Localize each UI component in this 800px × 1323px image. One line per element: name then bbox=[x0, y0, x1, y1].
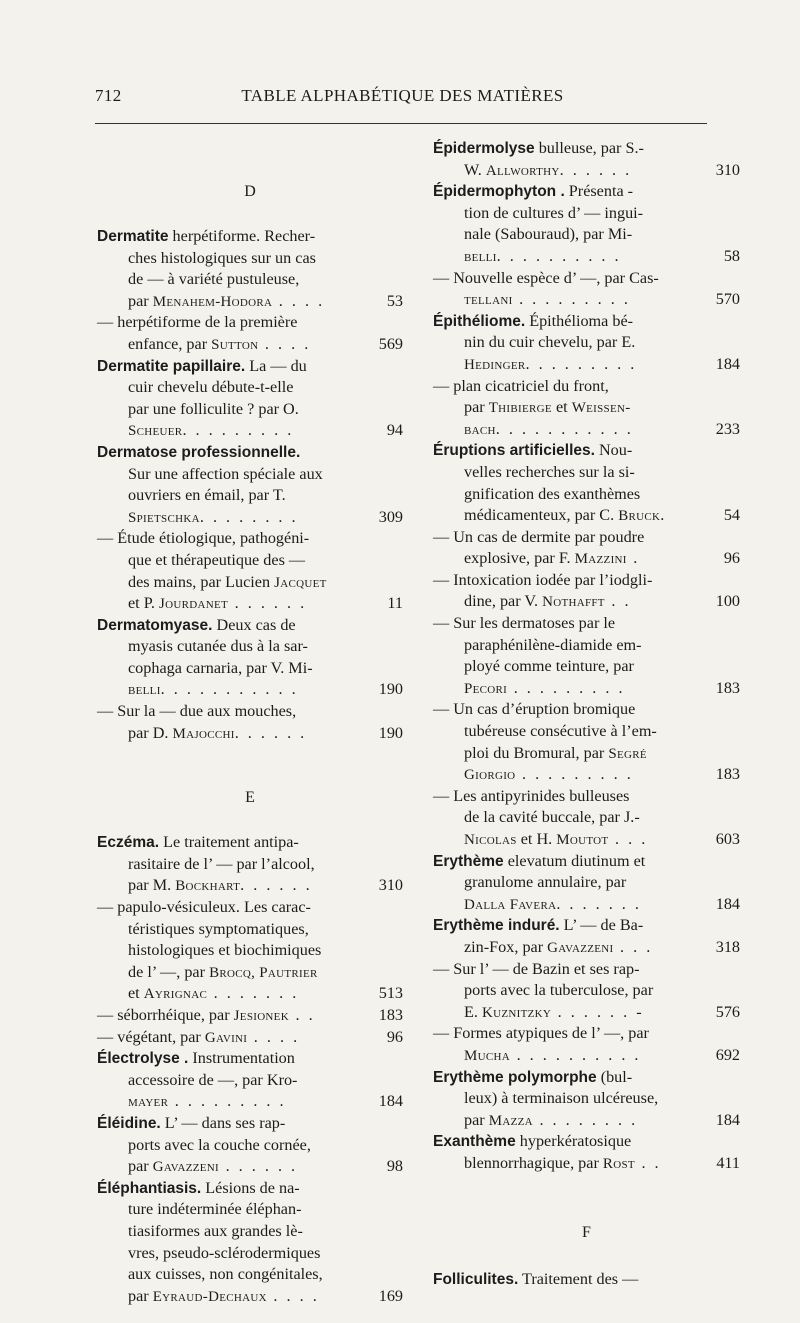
leader-dots: . bbox=[633, 549, 640, 568]
entry-keyword: Épithéliome. bbox=[433, 312, 526, 330]
entry-text: W. bbox=[464, 160, 486, 179]
entry-text: — Intoxication iodée par l’iodgli- bbox=[433, 570, 653, 589]
author-name: Jacquet bbox=[274, 574, 327, 591]
page-ref: 169 bbox=[378, 1286, 403, 1305]
entry-text: par bbox=[128, 291, 153, 310]
author-name: tellani bbox=[464, 292, 513, 309]
entry-text: — plan cicatriciel du front, bbox=[433, 376, 609, 395]
entry-text: Traitement des — bbox=[518, 1269, 639, 1288]
page-ref: 184 bbox=[715, 1110, 740, 1129]
page-ref: 233 bbox=[715, 419, 740, 438]
entry-text: et bbox=[551, 398, 572, 417]
author-name: belli bbox=[128, 682, 161, 699]
entry-text: myasis cutanée dus à la sar- bbox=[128, 637, 308, 656]
author-name: Moutot bbox=[556, 832, 609, 848]
author-name: Kuznitzky bbox=[481, 1004, 552, 1021]
index-entry-exantheme bbox=[433, 1131, 740, 1174]
leader-dots: . . . . . . . . bbox=[199, 507, 299, 526]
page-title: TABLE ALPHABÉTIQUE DES MATIÈRES bbox=[241, 86, 564, 105]
entry-text: enfance, par bbox=[128, 334, 212, 353]
entry-keyword: Dermatite papillaire. bbox=[97, 357, 246, 375]
leader-dots: . . . . . . bbox=[240, 876, 313, 895]
leader-dots: . . . . . . . . . bbox=[521, 765, 634, 784]
index-entry-epidermophyton bbox=[433, 181, 740, 267]
index-entry-eczema bbox=[97, 832, 403, 897]
entry-text: — Sur l’ — de Bazin et ses rap- bbox=[433, 959, 640, 978]
entry-text: Épithélioma bé- bbox=[525, 311, 634, 330]
author-name: Menahem-Hodora bbox=[152, 293, 273, 310]
page-ref: 98 bbox=[386, 1157, 403, 1176]
author-name: Allworthy bbox=[485, 162, 560, 179]
entry-text: Nou- bbox=[594, 441, 633, 460]
index-subentry-formes-atypiques bbox=[433, 1023, 740, 1066]
entry-text: L’ — dans ses rap- bbox=[160, 1113, 286, 1132]
entry-text: Deux cas de bbox=[212, 615, 296, 634]
entry-text: par bbox=[128, 1157, 153, 1176]
entry-text: gnification des exanthèmes bbox=[464, 484, 641, 503]
index-subentry-plan-cicatriciel bbox=[433, 376, 740, 441]
entry-text: ture indéterminée éléphan- bbox=[128, 1200, 302, 1219]
leader-dots: . . . . . . . . . bbox=[174, 1092, 287, 1111]
entry-text: — Un cas d’éruption bromique bbox=[433, 700, 636, 719]
leader-dots: . . . . . . . . . . . bbox=[495, 419, 634, 438]
page-ref: 58 bbox=[723, 246, 740, 265]
index-entry-erytheme-polymorphe bbox=[433, 1067, 740, 1132]
leader-dots: . . . . . . bbox=[234, 594, 307, 613]
entry-text: par D. bbox=[128, 723, 173, 742]
entry-text: Le traitement antipa- bbox=[159, 833, 299, 852]
author-name: Gavazzeni bbox=[152, 1159, 220, 1176]
page-ref: 54 bbox=[723, 506, 740, 525]
index-subentry-dermatoses bbox=[433, 613, 740, 699]
entry-text: accessoire de —, par Kro- bbox=[128, 1070, 298, 1089]
page-number: 712 bbox=[95, 86, 122, 105]
entry-text: dine, par V. bbox=[464, 592, 543, 611]
entry-text: nin du cuir chevelu, par E. bbox=[464, 333, 636, 352]
header-rule bbox=[95, 123, 707, 124]
leader-dots: . . . . . . . bbox=[556, 894, 642, 913]
index-subentry-bromique bbox=[433, 699, 740, 785]
entry-text: par bbox=[464, 398, 489, 417]
index-subentry-nouvelle-espece bbox=[433, 268, 740, 311]
entry-text: — Formes atypiques de l’ —, par bbox=[433, 1024, 649, 1043]
entry-text: bulleuse, par S.- bbox=[534, 139, 644, 157]
entry-keyword: Éléphantiasis. bbox=[97, 1179, 202, 1197]
entry-text: — Nouvelle espèce d’ —, par Cas- bbox=[433, 268, 659, 287]
page-ref: 184 bbox=[715, 894, 740, 913]
entry-text: par M. bbox=[128, 876, 176, 895]
index-entry-eleidine bbox=[97, 1113, 403, 1178]
entry-text: Lésions de na- bbox=[201, 1178, 300, 1197]
entry-text: histologiques et biochimiques bbox=[128, 941, 322, 960]
author-name: Weissen- bbox=[571, 400, 631, 417]
entry-text: L’ — de Ba- bbox=[559, 916, 644, 935]
index-subentry-mouches bbox=[97, 701, 403, 744]
author-name: Jesionek bbox=[233, 1008, 289, 1024]
index-subentry-seborrheique bbox=[97, 1005, 403, 1027]
index-subentry-vegetant bbox=[97, 1027, 403, 1049]
entry-text: Instrumentation bbox=[188, 1049, 295, 1068]
author-name: Gavini bbox=[204, 1029, 248, 1046]
leader-dots: . . . . . . . . bbox=[539, 1110, 638, 1129]
page-ref: 11 bbox=[387, 594, 403, 613]
author-name: Scheuer bbox=[128, 423, 183, 440]
index-entry-eruptions-artificielles bbox=[433, 440, 740, 526]
page-ref: 569 bbox=[378, 334, 403, 353]
entry-text: — Les antipyrinides bulleuses bbox=[433, 786, 630, 805]
entry-keyword: Électrolyse . bbox=[97, 1050, 189, 1068]
index-subentry-intoxication bbox=[433, 570, 740, 613]
leader-dots: . . . . . . bbox=[225, 1157, 298, 1176]
entry-text: par une folliculite ? par O. bbox=[128, 399, 299, 418]
entry-text: et P. bbox=[128, 594, 160, 613]
right-column bbox=[433, 138, 740, 1290]
entry-text: Présenta - bbox=[564, 182, 634, 201]
author-name: Majocchi bbox=[172, 725, 235, 742]
author-name: Thibierge bbox=[488, 400, 552, 417]
leader-dots: . . bbox=[611, 592, 632, 611]
author-name: Mucha bbox=[464, 1047, 511, 1064]
entry-text: ploi du Bromural, par bbox=[464, 743, 609, 762]
author-name: Gavazzeni bbox=[547, 939, 614, 956]
page-ref: 309 bbox=[378, 507, 403, 526]
entry-text: elevatum diutinum et bbox=[503, 851, 646, 870]
leader-dots: . . . . . . . . . bbox=[519, 290, 631, 309]
section-letter-e: E bbox=[245, 789, 255, 807]
entry-text: — Sur la — due aux mouches, bbox=[97, 702, 297, 721]
author-name: Ayrignac bbox=[143, 986, 208, 1003]
index-entry-dermatomyase bbox=[97, 615, 403, 701]
entry-text: La — du bbox=[245, 356, 307, 375]
entry-text: aux cuisses, non congénitales, bbox=[128, 1265, 323, 1284]
section-letter-d: D bbox=[244, 183, 256, 200]
index-subentry-bazin bbox=[433, 959, 740, 1024]
page-ref: 576 bbox=[715, 1002, 740, 1021]
entry-text: velles recherches sur la si- bbox=[464, 462, 635, 481]
page-ref: 692 bbox=[715, 1045, 740, 1064]
author-name: Mazzini bbox=[574, 551, 627, 568]
entry-text: paraphénilène-diamide em- bbox=[464, 635, 642, 654]
entry-keyword: Dermatomyase. bbox=[97, 616, 213, 634]
leader-dots: . . . . bbox=[278, 291, 325, 310]
leader-dots: . . . . . . . . . bbox=[525, 354, 637, 373]
leader-dots: . . . bbox=[615, 830, 648, 848]
page-ref: 513 bbox=[378, 984, 403, 1003]
entry-keyword: Dermatite bbox=[97, 228, 169, 245]
entry-text: — végétant, par bbox=[97, 1027, 205, 1046]
entry-keyword: Épidermophyton . bbox=[433, 183, 565, 201]
index-subentry-herpetiforme-enfance bbox=[97, 312, 403, 355]
entry-text: zin-Fox, par bbox=[464, 937, 548, 956]
index-entry-electrolyse bbox=[97, 1048, 403, 1113]
entry-text: blennorrhagique, par bbox=[464, 1153, 603, 1172]
entry-keyword: Erythème bbox=[433, 852, 504, 870]
entry-text: Sur une affection spéciale aux bbox=[128, 464, 323, 483]
entry-text: et bbox=[128, 984, 144, 1003]
index-subentry-papulo bbox=[97, 897, 403, 1005]
entry-text: ouvriers en émail, par T. bbox=[128, 486, 286, 505]
entry-text: ports avec la tuberculose, par bbox=[464, 981, 654, 1000]
leader-dots: . . . bbox=[620, 937, 653, 956]
entry-text: explosive, par F. bbox=[464, 549, 575, 568]
entry-keyword: Éléidine. bbox=[97, 1114, 161, 1132]
page-ref: 570 bbox=[715, 290, 740, 309]
entry-text: par bbox=[464, 1110, 489, 1129]
author-name: Nothafft bbox=[542, 594, 605, 611]
entry-text: que et thérapeutique des — bbox=[128, 550, 306, 569]
page-ref: 183 bbox=[378, 1006, 403, 1024]
page-ref: 184 bbox=[715, 354, 740, 373]
page-ref: 190 bbox=[378, 680, 403, 699]
entry-text: vres, pseudo-sclérodermiques bbox=[128, 1243, 321, 1262]
leader-dots: . . . . . . - bbox=[557, 1002, 645, 1021]
entry-text: de la cavité buccale, par J.- bbox=[464, 808, 640, 827]
index-entry-dermatite-herpetiforme bbox=[97, 226, 403, 312]
leader-dots: . . . . bbox=[273, 1286, 320, 1305]
entry-keyword: Eczéma. bbox=[97, 834, 160, 852]
author-name: Segré bbox=[608, 745, 647, 762]
author-name: Rost bbox=[602, 1155, 635, 1172]
entry-keyword: Éruptions artificielles. bbox=[433, 442, 595, 460]
author-name: Hedinger bbox=[464, 356, 526, 373]
author-name: Pecori bbox=[464, 680, 508, 697]
entry-text: herpétiforme. Recher- bbox=[168, 227, 316, 245]
index-entry-erytheme-indure bbox=[433, 915, 740, 958]
entry-text: de l’ —, par bbox=[128, 962, 210, 981]
page-ref: 603 bbox=[715, 830, 740, 848]
leader-dots: . . bbox=[641, 1153, 662, 1172]
entry-text: (bul- bbox=[596, 1067, 633, 1086]
page-ref: 190 bbox=[378, 723, 403, 742]
entry-text: ches histologiques sur un cas bbox=[128, 248, 316, 267]
entry-text: tubéreuse consécutive à l’em- bbox=[464, 722, 657, 741]
entry-text: granulome annulaire, par bbox=[464, 873, 627, 892]
entry-text: — Sur les dermatoses par le bbox=[433, 614, 616, 633]
author-name: belli bbox=[464, 248, 497, 265]
entry-text: E. bbox=[464, 1002, 482, 1021]
author-name: Eyraud-Dechaux bbox=[152, 1288, 267, 1305]
entry-text: de — à variété pustuleuse, bbox=[128, 270, 300, 289]
entry-keyword: Dermatose professionnelle. bbox=[97, 443, 301, 461]
entry-text: cuir chevelu débute-t-elle bbox=[128, 378, 294, 397]
leader-dots: . . . . . . . bbox=[213, 984, 299, 1003]
index-subentry-etude bbox=[97, 528, 403, 614]
leader-dots: . . . . . . . . . . . bbox=[160, 680, 299, 699]
entry-text: tion de cultures d’ — ingui- bbox=[464, 203, 644, 222]
entry-text: ports avec la couche cornée, bbox=[128, 1135, 311, 1154]
leader-dots: . . bbox=[295, 1006, 316, 1024]
page-ref: 96 bbox=[723, 549, 740, 568]
entry-text: par bbox=[128, 1286, 153, 1305]
entry-keyword: Erythème polymorphe bbox=[433, 1068, 597, 1086]
entry-keyword: Épidermolyse bbox=[433, 140, 535, 157]
entry-text: hyperkératosique bbox=[515, 1132, 632, 1151]
page-ref: 310 bbox=[715, 160, 740, 179]
page-ref: 96 bbox=[386, 1027, 403, 1046]
index-subentry-antipyrinides bbox=[433, 786, 740, 851]
running-head bbox=[95, 86, 710, 110]
leader-dots: . . . . bbox=[253, 1027, 300, 1046]
page-ref: 411 bbox=[716, 1153, 740, 1172]
author-name: Spietschka bbox=[128, 509, 200, 526]
index-entry-erytheme-elevatum bbox=[433, 851, 740, 916]
entry-text: — papulo-vésiculeux. Les carac- bbox=[97, 898, 311, 917]
author-name: bach bbox=[464, 421, 496, 438]
author-name: Jourdanet bbox=[159, 596, 229, 613]
entry-text: — herpétiforme de la première bbox=[97, 313, 298, 332]
author-name: Bockhart bbox=[175, 878, 241, 895]
leader-dots: . . . . . . . . . . bbox=[516, 1045, 641, 1064]
leader-dots: . bbox=[660, 506, 667, 525]
entry-keyword: Erythème induré. bbox=[433, 917, 560, 935]
leader-dots: . . . . . . bbox=[559, 160, 632, 179]
author-name: Sutton bbox=[211, 336, 259, 353]
entry-text: — Un cas de dermite par poudre bbox=[433, 527, 645, 546]
page-ref: 100 bbox=[715, 592, 740, 611]
index-subentry-dermite bbox=[433, 527, 740, 570]
entry-text: tiasiformes aux grandes lè- bbox=[128, 1221, 303, 1240]
page-ref: 310 bbox=[378, 876, 403, 895]
page-ref: 183 bbox=[715, 765, 740, 784]
page-ref: 94 bbox=[386, 421, 403, 440]
index-entry-elephantiasis bbox=[97, 1178, 403, 1308]
index-entry-epidermolyse bbox=[433, 138, 740, 181]
author-name: Nicolas bbox=[464, 832, 517, 848]
author-name: Bruck bbox=[618, 508, 661, 525]
author-name: Giorgio bbox=[464, 767, 516, 784]
entry-text: cophaga carnaria, par V. Mi- bbox=[128, 658, 313, 677]
entry-text: — séborrhéique, par bbox=[97, 1006, 234, 1024]
entry-keyword: Exanthème bbox=[433, 1133, 516, 1151]
index-entry-epitheliome bbox=[433, 311, 740, 376]
index-entry-folliculites bbox=[433, 1269, 740, 1291]
leader-dots: . . . . . . . . . bbox=[182, 421, 294, 440]
entry-text: rasitaire de l’ — par l’alcool, bbox=[128, 854, 315, 873]
page-ref: 184 bbox=[378, 1092, 403, 1111]
entry-text: téristiques symptomatiques, bbox=[128, 919, 309, 938]
author-name: mayer bbox=[128, 1094, 169, 1111]
entry-text: et H. bbox=[516, 830, 557, 848]
entry-text: médicamenteux, par C. bbox=[464, 506, 619, 525]
author-name: Brocq, Pautrier bbox=[209, 964, 318, 981]
leader-dots: . . . . . . . . . . bbox=[496, 246, 622, 265]
index-entry-dermatite-papillaire bbox=[97, 356, 403, 442]
entry-keyword: Folliculites. bbox=[433, 1270, 519, 1288]
entry-text: — Étude étiologique, pathogéni- bbox=[97, 529, 310, 548]
entry-text: des mains, par Lucien bbox=[128, 572, 275, 591]
leader-dots: . . . . . . . . . bbox=[513, 678, 625, 697]
leader-dots: . . . . bbox=[264, 334, 311, 353]
page-ref: 183 bbox=[715, 678, 740, 697]
left-column bbox=[97, 138, 403, 1307]
index-entry-dermatose-professionnelle bbox=[97, 442, 403, 528]
author-name: Mazza bbox=[488, 1112, 533, 1129]
entry-text: leux) à terminaison ulcéreuse, bbox=[464, 1089, 659, 1108]
page-ref: 318 bbox=[715, 937, 740, 956]
leader-dots: . . . . . . bbox=[234, 723, 307, 742]
entry-text: ployé comme teinture, par bbox=[464, 657, 634, 676]
author-name: Dalla Favera bbox=[464, 896, 557, 913]
page-ref: 53 bbox=[386, 291, 403, 310]
section-letter-f: F bbox=[582, 1223, 591, 1241]
entry-text: nale (Sabouraud), par Mi- bbox=[464, 225, 633, 244]
